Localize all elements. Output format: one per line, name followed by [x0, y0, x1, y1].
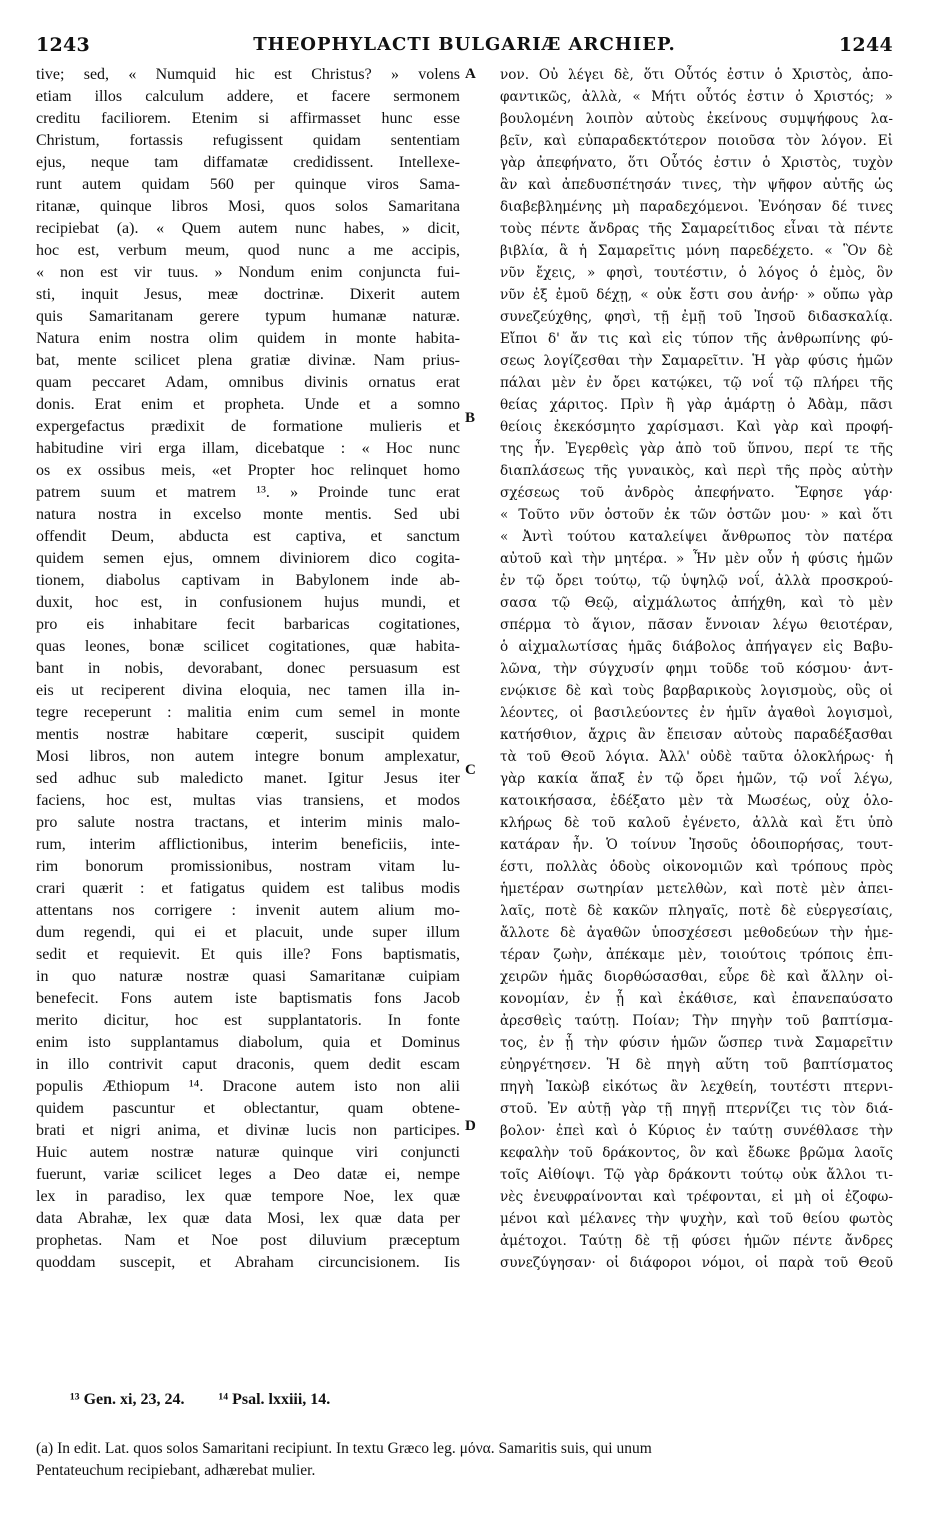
text-line: habitudine viri erga illam, dicebatque : « Hoc nunc: [36, 440, 460, 457]
running-title: THEOPHYLACTI BULGARIÆ ARCHIEP.: [253, 34, 676, 55]
text-line: in quo naturæ nostræ quasi Samaritanæ cuipiam: [36, 968, 460, 985]
text-line: βιβλία, ἃ ἡ Σαμαρεῖτις μόνη παρεδέχετο. « Ὃν δὲ: [500, 243, 893, 259]
text-line: etiam illos calculum addere, et facere sermonem: [36, 88, 460, 105]
text-line: « Τοῦτο νῦν ὀστοῦν ἐκ τῶν ὀστῶν μου· » καὶ ὅτι: [500, 507, 893, 523]
text-line: sedit et requievit. Et quis ille? Fons baptismatis,: [36, 946, 460, 963]
text-line: τέραν ζωὴν, ἀπέκαμε μὲν, τοιούτοις τρόποις ἐπι-: [500, 947, 893, 963]
text-line: της ἦν. Ἐγερθεὶς γὰρ ἀπὸ τοῦ ὕπνου, περί τε τῆς: [500, 441, 893, 457]
text-line: natura nostra in excelso monte mentis. Sed ubi: [36, 506, 460, 523]
text-line: νὲς ἐνευφραίνονται καὶ τρέφονται, εἰ μὴ οἱ ἐζοφω-: [500, 1189, 893, 1205]
text-line: rum, interim afflictionibus, interim beneficiis, inte-: [36, 836, 460, 853]
text-line: bat, mente scilicet plena gratiæ divinæ. Nam prius-: [36, 352, 460, 369]
section-marker-d: D: [465, 1118, 476, 1134]
text-line: rim bonorum promissionibus, nostram vitam lu-: [36, 858, 460, 875]
text-line: μένοι καὶ μέλανες τὴν ψυχὴν, καὶ τοῦ θείου φωτὸς: [500, 1211, 893, 1227]
text-line: τοῖς Αἰθίοψι. Τῷ γὰρ δράκοντι τούτῳ οὐκ ἄλλοι τι-: [500, 1167, 893, 1183]
text-line: πάλαι μὲν ἐν ὄρει κατῴκει, τῷ νοΐ τῷ πλήρει τῆς: [500, 375, 893, 391]
text-line: merito dicitur, hoc est supplantatoris. In fonte: [36, 1012, 460, 1029]
text-line: συνεζύγησαν· οἱ διάφοροι νόμοι, οἱ παρὰ τοῦ Θεοῦ: [500, 1255, 893, 1271]
text-line: Εἴποι δ' ἄν τις καὶ εἰς τύπον τῆς ἀνθρωπίνης φύ-: [500, 331, 893, 347]
text-line: in illo contrivit caput draconis, quem dedit escam: [36, 1056, 460, 1073]
text-line: ἄλλοτε δὲ ἀγαθῶν ὑποσχέσεσι μεθοδεύων τὴν ἡμε-: [500, 925, 893, 941]
text-line: τος, ἐν ᾗ τὴν φύσιν ἡμῶν ὥσπερ τινὰ Σαμαρεῖτιν: [500, 1035, 893, 1051]
text-line: quis Samaritanam gerere typum humanæ naturæ.: [36, 308, 460, 325]
text-line: quam peccaret Adam, omnibus divinis ornatus erat: [36, 374, 460, 391]
footnote-13: ¹³ Gen. xi, 23, 24.: [70, 1391, 185, 1408]
text-line: donis. Erat enim et propheta. Unde et a somno: [36, 396, 460, 413]
text-line: γὰρ κακία ἅπαξ ἐν τῷ ὄρει ἡμῶν, τῷ νοΐ λέγω,: [500, 771, 893, 787]
text-line: λαῖς, ποτὲ δὲ κακῶν πληγαῖς, ποτὲ δὲ εὐεργεσίαις,: [500, 903, 893, 919]
page-number-left: 1243: [36, 34, 91, 56]
text-line: data Abrahæ, lex quæ data Mosi, lex quæ data per: [36, 1210, 460, 1227]
text-line: λῶνα, τὴν σύγχυσίν φημι τοῦδε τοῦ κόσμου· ἀντ-: [500, 661, 893, 677]
text-line: prophetas. Nam et Noe post diluvium præceptum: [36, 1232, 460, 1249]
text-line: quidem pascuntur et oblectantur, quam obtene-: [36, 1100, 460, 1117]
text-line: quas leones, bonæ scilicet cogitationes, quæ habita-: [36, 638, 460, 655]
greek-column: [500, 64, 893, 1384]
text-line: patrem suum et matrem ¹³. » Proinde tunc erat: [36, 484, 460, 501]
text-line: γὰρ ἀπεφήνατο, ὅτι Οὗτός ἐστιν ὁ Χριστὸς, τυχὸν: [500, 155, 893, 171]
text-line: θείας χάριτος. Πρὶν ἢ γὰρ ἁμάρτῃ ὁ Ἀδὰμ, πᾶσι: [500, 397, 893, 413]
text-line: κατοικήσασα, ἐδέξατο μὲν τὰ Μωσέως, οὐχ ὁλο-: [500, 793, 893, 809]
text-line: enim isto supplantamus diabolum, quia et Dominus: [36, 1034, 460, 1051]
text-line: συνεζεύχθης, φησὶ, τῇ ἐμῇ τοῦ Ἰησοῦ διδασκαλίᾳ.: [500, 309, 893, 325]
text-line: faciens, hoc est, multas vias transiens, et modos: [36, 792, 460, 809]
text-line: benefecit. Fons autem iste baptismatis fons Jacob: [36, 990, 460, 1007]
text-line: quoddam suscepit, et Abraham circuncisionem. Iis: [36, 1254, 460, 1271]
text-line: βολον· ἐπεὶ καὶ ὁ Κύριος ἐν ταύτῃ συνέθλασε τὴν: [500, 1123, 893, 1139]
text-line: κλήρως δὲ τοῦ καλοῦ ἐγένετο, ἀλλὰ καὶ ἔτι ὑπὸ: [500, 815, 893, 831]
text-line: lex in paradiso, lex quæ tempore Noe, lex quæ: [36, 1188, 460, 1205]
text-line: populis Æthiopum ¹⁴. Dracone autem isto non alii: [36, 1078, 460, 1095]
text-line: dum regendi, qui ei et placuit, unde super illum: [36, 924, 460, 941]
text-line: fuerunt, variæ scilicet leges a Deo datæ ei, nempe: [36, 1166, 460, 1183]
text-line: Mosi libros, non autem integre bonum amplexatur,: [36, 748, 460, 765]
text-line: brati et nigri anima, et divinæ lucis non participes.: [36, 1122, 460, 1139]
text-line: (a) In edit. Lat. quos solos Samaritani recipiunt. In textu Græco leg. μόνα. Samaritis suis, qui unum: [36, 1440, 652, 1457]
text-line: λέοντες, οἱ βασιλεύοντες ἐν ἡμῖν ἀγαθοὶ λογισμοὶ,: [500, 705, 893, 721]
text-line: ritanæ, quinque libros Mosi, quos solos Samaritana: [36, 198, 460, 215]
text-line: τοὺς πέντε ἄνδρας τῆς Σαμαρείτιδος εἶναι τὰ πέντε: [500, 221, 893, 237]
text-line: ἐν τῷ ὄρει τούτῳ, τῷ ὑψηλῷ νοΐ, ἀλλὰ προσκρού-: [500, 573, 893, 589]
editorial-notes: [36, 1438, 893, 1482]
text-line: βουλομένη λοιπὸν αὐτοὺς ἐκείνους συμψήφους λα-: [500, 111, 893, 127]
text-line: σεως λογίζεσθαι τὴν Σαμαρεῖτιν. Ἡ γὰρ φύσις ἡμῶν: [500, 353, 893, 369]
text-line: κατήσθιον, ἄχρις ἂν ἔπεισαν αὐτοὺς παραδέξασθαι: [500, 727, 893, 743]
section-marker-c: C: [465, 762, 476, 778]
text-line: tionem, diabolus captivam in Babylonem inde ab-: [36, 572, 460, 589]
text-line: έστι, πολλὰς ὁδοὺς οἰκονομιῶν καὶ τρόπους πρὸς: [500, 859, 893, 875]
text-line: ἂν καὶ ἀπεδυσπέτησάν τινες, τὴν ψῆφον αὐτῆς ὡς: [500, 177, 893, 193]
text-line: βεῖν, καὶ εὐπαραδεκτότερον ποιοῦσα τὸν λόγον. Εἰ: [500, 133, 893, 149]
page-header: [36, 34, 893, 60]
text-line: σπέρμα τὸ ἅγιον, πᾶσαν ἔννοιαν λέγω θειοτέραν,: [500, 617, 893, 633]
text-line: creditu faciliorem. Etenim si affirmasset hunc esse: [36, 110, 460, 127]
text-line: sed adhuc sub maledicto manet. Igitur Jesus iter: [36, 770, 460, 787]
text-line: duxit, hoc est, in confusionem hujus mundi, et: [36, 594, 460, 611]
text-line: Natura enim nostra olim quidem in monte habita-: [36, 330, 460, 347]
text-line: tive; sed, « Numquid hic est Christus? » volens: [36, 66, 460, 83]
text-line: κονομίαν, ἐν ᾗ καὶ ἐκάθισε, καὶ ἐπανεπαύσατο: [500, 991, 893, 1007]
footnotes: [70, 1391, 330, 1409]
text-line: attentans nos corrigere : invenit autem alium mo-: [36, 902, 460, 919]
text-line: mentis nostræ habitare cœperit, suscipit quidem: [36, 726, 460, 743]
text-line: νῦν ἐξ ἐμοῦ δέχῃ, « οὐκ ἔστι σου ἀνήρ· » οὔπω γὰρ: [500, 287, 893, 303]
latin-column: [36, 64, 460, 1384]
text-line: « Ἀντὶ τούτου καταλείψει ἄνθρωπος τὸν πατέρα: [500, 529, 893, 545]
text-line: διαπλάσεως τῆς γυναικὸς, καὶ περὶ τῆς πρὸς αὐτὴν: [500, 463, 893, 479]
text-line: ejus, neque tam diffamatæ credidissent. Intellexe-: [36, 154, 460, 171]
text-line: πηγὴ Ἰακὼβ εἰκότως ἂν λεχθείη, τουτέστι πτερνι-: [500, 1079, 893, 1095]
text-line: pro eis inhabitare fecit barbaricas cogitationes,: [36, 616, 460, 633]
text-line: σχέσεως τοῦ ἀνδρὸς ἀπεφήνατο. Ἔφησε γάρ·: [500, 485, 893, 501]
text-line: χειρῶν ἡμᾶς διορθώσασθαι, εὗρε δὲ καὶ ἄλλην οἰ-: [500, 969, 893, 985]
text-line: quidem semen ejus, omnem diviniorem dico cogita-: [36, 550, 460, 567]
text-line: νον. Οὐ λέγει δὲ, ὅτι Οὗτός ἐστιν ὁ Χριστὸς, ἀπο-: [500, 67, 893, 83]
text-line: Christum, fortassis refugissent quidam sententiam: [36, 132, 460, 149]
text-line: στοῦ. Ἐν αὐτῇ γὰρ τῇ πηγῇ πτερνίζει τις τὸν διά-: [500, 1101, 893, 1117]
text-line: φαντικῶς, ἀλλὰ, « Μήτι οὗτός ἐστιν ὁ Χριστός; »: [500, 89, 893, 105]
page-number-right: 1244: [838, 34, 893, 56]
text-line: recipiebat (a). « Quem autem nunc habes, » dicit,: [36, 220, 460, 237]
text-line: sti, inquit Jesus, meæ doctrinæ. Dixerit autem: [36, 286, 460, 303]
footnote-14: ¹⁴ Psal. lxxiii, 14.: [218, 1391, 331, 1408]
text-line: runt autem quidam 560 per quinque viros Sama-: [36, 176, 460, 193]
section-marker-a: A: [465, 66, 476, 82]
text-line: αὐτοῦ καὶ τὴν μητέρα. » Ἦν μὲν οὖν ἡ φύσις ἡμῶν: [500, 551, 893, 567]
text-line: ἀμέτοχοι. Ταύτῃ δὲ τῇ φύσει ἡμῶν πέντε ἄνδρες: [500, 1233, 893, 1249]
text-line: σασα τῷ Θεῷ, αἰχμάλωτος ἀπήχθη, καὶ τὸ μὲν: [500, 595, 893, 611]
text-line: Pentateuchum recipiebant, adhærebat mulier.: [36, 1462, 316, 1479]
text-line: θείοις ἐκεκόσμητο χαρίσμασι. Καὶ γὰρ καὶ προφή-: [500, 419, 893, 435]
text-line: bant in nobis, devorabant, donec persuasum est: [36, 660, 460, 677]
text-line: pro salute nostra tractans, et interim minis malo-: [36, 814, 460, 831]
text-line: Huic autem nostræ naturæ quinque viri conjuncti: [36, 1144, 460, 1161]
section-marker-b: B: [465, 410, 476, 426]
text-line: εὐηργέτησεν. Ἡ δὲ πηγὴ αὕτη τοῦ βαπτίσματος: [500, 1057, 893, 1073]
text-line: κεφαλὴν τοῦ δράκοντος, ὃν καὶ ἔδωκε βρῶμα λαοῖς: [500, 1145, 893, 1161]
text-line: τὰ τοῦ Θεοῦ λόγια. Ἀλλ' οὐδὲ ταῦτα ὁλοκλήρως· ἡ: [500, 749, 893, 765]
text-line: expergefactus prædixit de formatione mulieris et: [36, 418, 460, 435]
text-line: offendit Deum, abducta est captiva, et sanctum: [36, 528, 460, 545]
text-line: hoc est, verbum meum, quod nunc a me accipis,: [36, 242, 460, 259]
text-line: ὁ αἰχμαλωτίσας ἡμᾶς διάβολος ἀπήγαγεν εἰς Βαβυ-: [500, 639, 893, 655]
text-line: ἡμετέραν σωτηρίαν μετελθὼν, καὶ ποτὲ μὲν ἀπει-: [500, 881, 893, 897]
text-line: ενῴκισε δὲ καὶ τοὺς βαρβαρικοὺς λογισμοὺς, οὓς οἱ: [500, 683, 893, 699]
text-line: os ex ossibus meis, «et Propter hoc relinquet homo: [36, 462, 460, 479]
text-line: « non est vir tuus. » Nondum enim conjuncta fui-: [36, 264, 460, 281]
text-line: eis ut reciperent divina eloquia, nec tamen illa in-: [36, 682, 460, 699]
text-line: crari quærit : et fatigatus quidem est talibus modis: [36, 880, 460, 897]
text-line: tegre receperunt : malitia enim cum semel in monte: [36, 704, 460, 721]
text-line: ἀρεσθεὶς ταύτῃ. Ποίαν; Τὴν πηγὴν τοῦ βαπτίσμα-: [500, 1013, 893, 1029]
text-line: νῦν ἔχεις, » φησὶ, τουτέστιν, ὁ λόγος ὁ ἐμὸς, ὃν: [500, 265, 893, 281]
text-line: διαβεβλημένης μὴ παραδεχόμενοι. Ἐνόησαν δέ τινες: [500, 199, 893, 215]
text-line: κατάραν ἦν. Ὁ τοίνυν Ἰησοῦς ὁδοιπορήσας, τουτ-: [500, 837, 893, 853]
